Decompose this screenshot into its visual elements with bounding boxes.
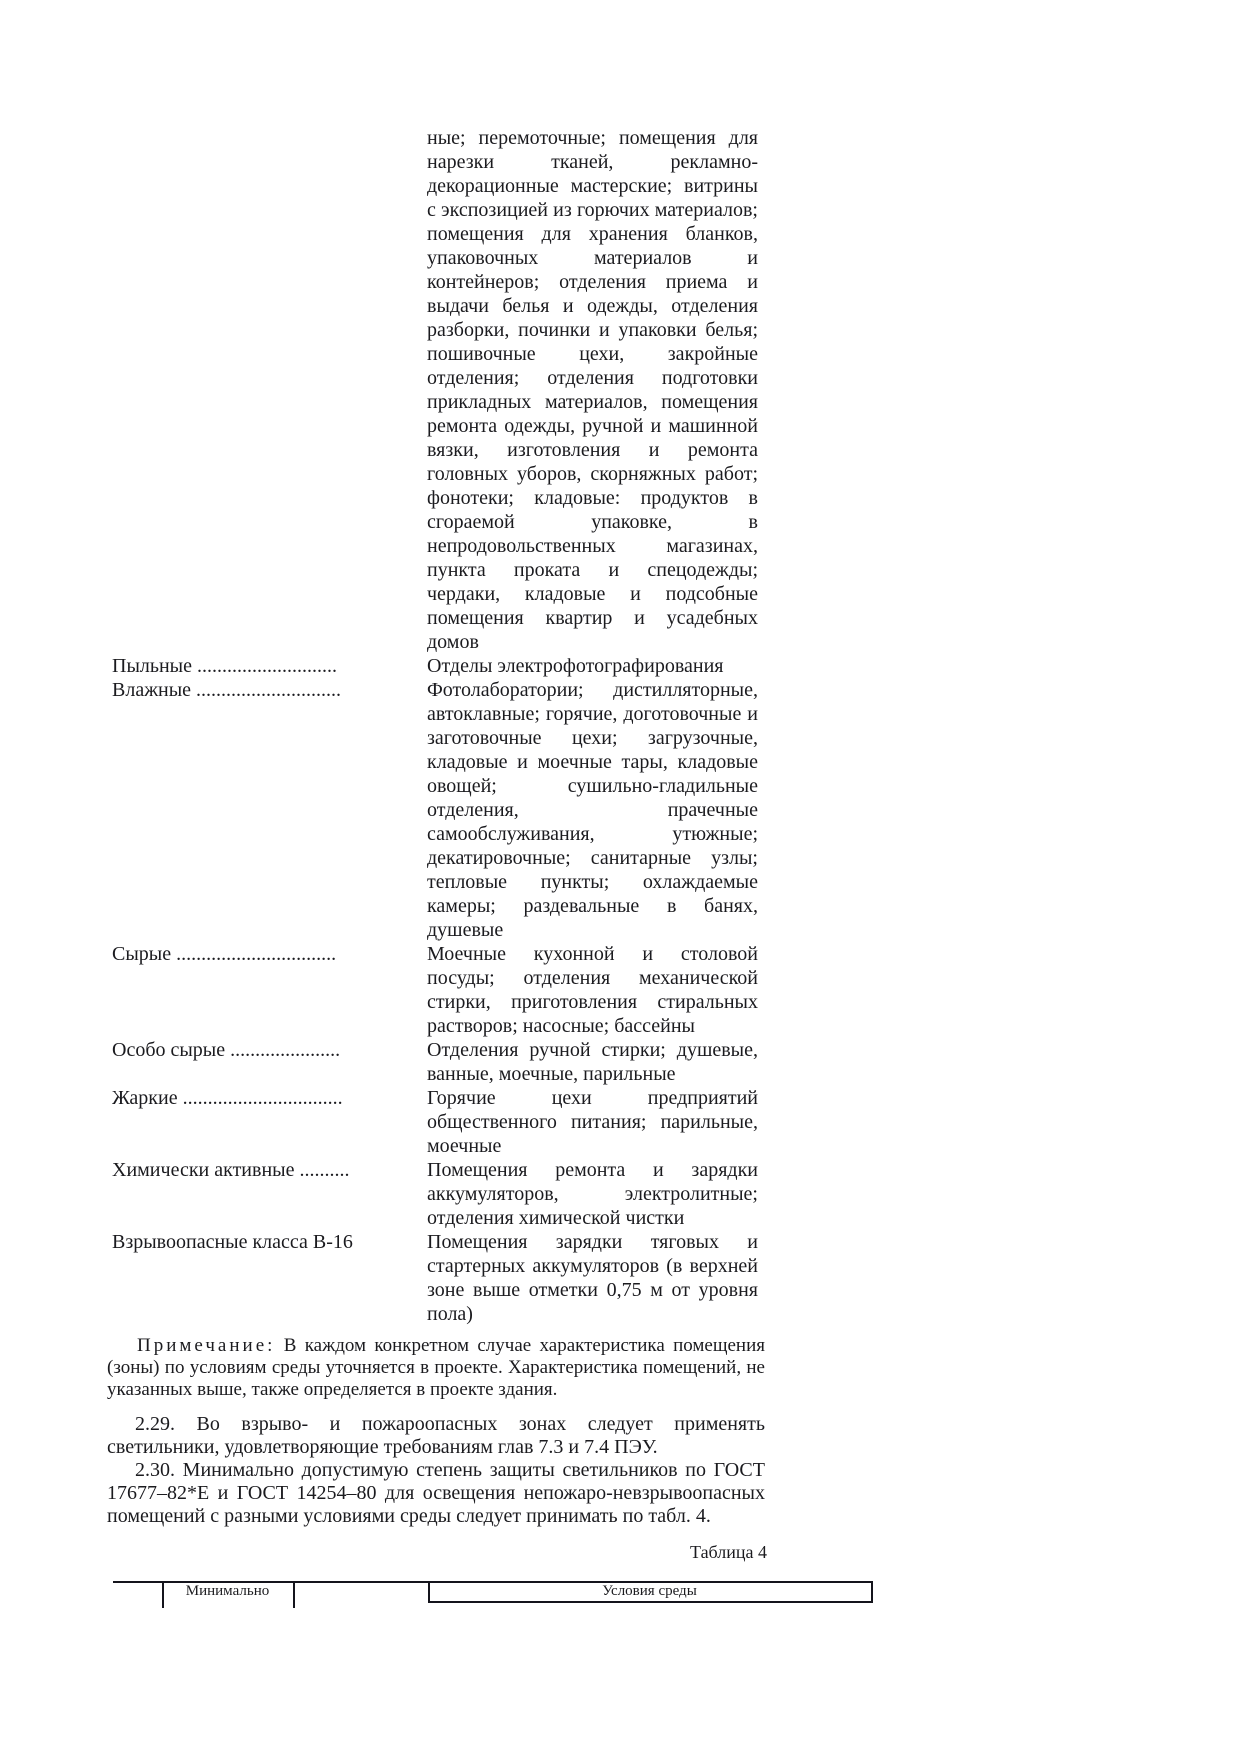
paragraph-2-30: 2.30. Минимально допустимую степень защиты светильников по ГОСТ 17677–82*Е и ГОСТ 14254–80 для освещения непожаро-невзрывоопасных помещений с разными условиями среды следует принимать по табл. 4. <box>107 1459 765 1527</box>
note-label: Примечание: <box>137 1335 276 1356</box>
list-item <box>112 654 758 678</box>
paragraph-2-29: 2.29. Во взрыво- и пожароопасных зонах следует применять светильники, удовлетворяющие требованиям глав 7.3 и 7.4 ПЭУ. <box>107 1413 765 1458</box>
environment-term-explosive-b16: Взрывоопасные класса В-16 <box>112 1231 353 1253</box>
environment-definition: Моечные кухонной и столовой посуды; отделения механической стирки, приготовления стиральных растворов; насосные; бассейны <box>427 943 758 1037</box>
environment-term-humid: Влажные ............................. <box>112 679 342 701</box>
environment-definition: ные; перемоточные; помещения для нарезки тканей, рекламно-декорационные мастерские; витрины с экспозицией из горючих материалов; помещения для хранения бланков, упаковочных материалов и контейнеров; отделения приема и выдачи белья и одежды, отделения разборки, починки и упаковки белья; пошивочные цехи, закройные отделения; отделения подготовки прикладных материалов, помещения ремонта одежды, ручной и машинной вязки, изготовления и ремонта головных уборов, скорняжных работ; фонотеки; кладовые: продуктов в сгораемой упаковке, в непродовольственных магазинах, пункта проката и спецодежды; чердаки, кладовые и подсобные помещения квартир и усадебных домов <box>427 127 758 653</box>
table-header-conditions: Условия среды <box>602 1583 697 1599</box>
list-item <box>112 1158 758 1230</box>
environment-definition: Помещения ремонта и зарядки аккумуляторов, электролитные; отделения химической чистки <box>427 1159 758 1229</box>
table-header-minimum: Минимально <box>185 1583 270 1599</box>
environment-term-chemically-active: Химически активные .......... <box>112 1159 350 1181</box>
environment-term-damp: Сырые ................................ <box>112 943 337 965</box>
environment-definition: Отделы электрофотографирования <box>427 655 724 677</box>
environment-definition: Отделения ручной стирки; душевые, ванные, моечные, парильные <box>427 1039 758 1085</box>
list-item <box>112 678 758 942</box>
list-item <box>112 942 758 1038</box>
environment-definition: Помещения зарядки тяговых и стартерных аккумуляторов (в верхней зоне выше отметки 0,75 м от уровня пола) <box>427 1231 758 1325</box>
environment-term-dusty: Пыльные ............................ <box>112 655 337 677</box>
environment-term-especially-damp: Особо сырые ...................... <box>112 1039 341 1061</box>
environment-definition: Фотолаборатории; дистилляторные, автоклавные; горячие, доготовочные и заготовочные цехи; загрузочные, кладовые и моечные тары, кладовые овощей; сушильно-гладильные отделения, прачечные самообслуживания, утюжные; декатировочные; санитарные узлы; тепловые пункты; охлаждаемые камеры; раздевальные в банях, душевые <box>427 679 758 941</box>
table-column-divider <box>293 1581 295 1608</box>
list-item <box>112 1038 758 1086</box>
table-conditions-bottom-rule <box>428 1601 873 1603</box>
note-paragraph <box>107 1335 765 1401</box>
table-caption: Таблица 4 <box>690 1542 767 1562</box>
note-text: В каждом конкретном случае характеристика помещения (зоны) по условиям среды уточняется в проекте. Характеристика помещений, не указанных выше, также определяется в проекте здания. <box>107 1335 765 1400</box>
list-item <box>112 1230 758 1326</box>
environment-term-hot: Жаркие ................................ <box>112 1087 343 1109</box>
table-4-header-fragment <box>113 1581 873 1611</box>
list-item <box>112 126 758 654</box>
list-item <box>112 1086 758 1158</box>
environment-definition: Горячие цехи предприятий общественного питания; парильные, моечные <box>427 1087 758 1157</box>
environment-classification-list <box>112 126 758 1326</box>
table-column-divider <box>871 1581 873 1603</box>
